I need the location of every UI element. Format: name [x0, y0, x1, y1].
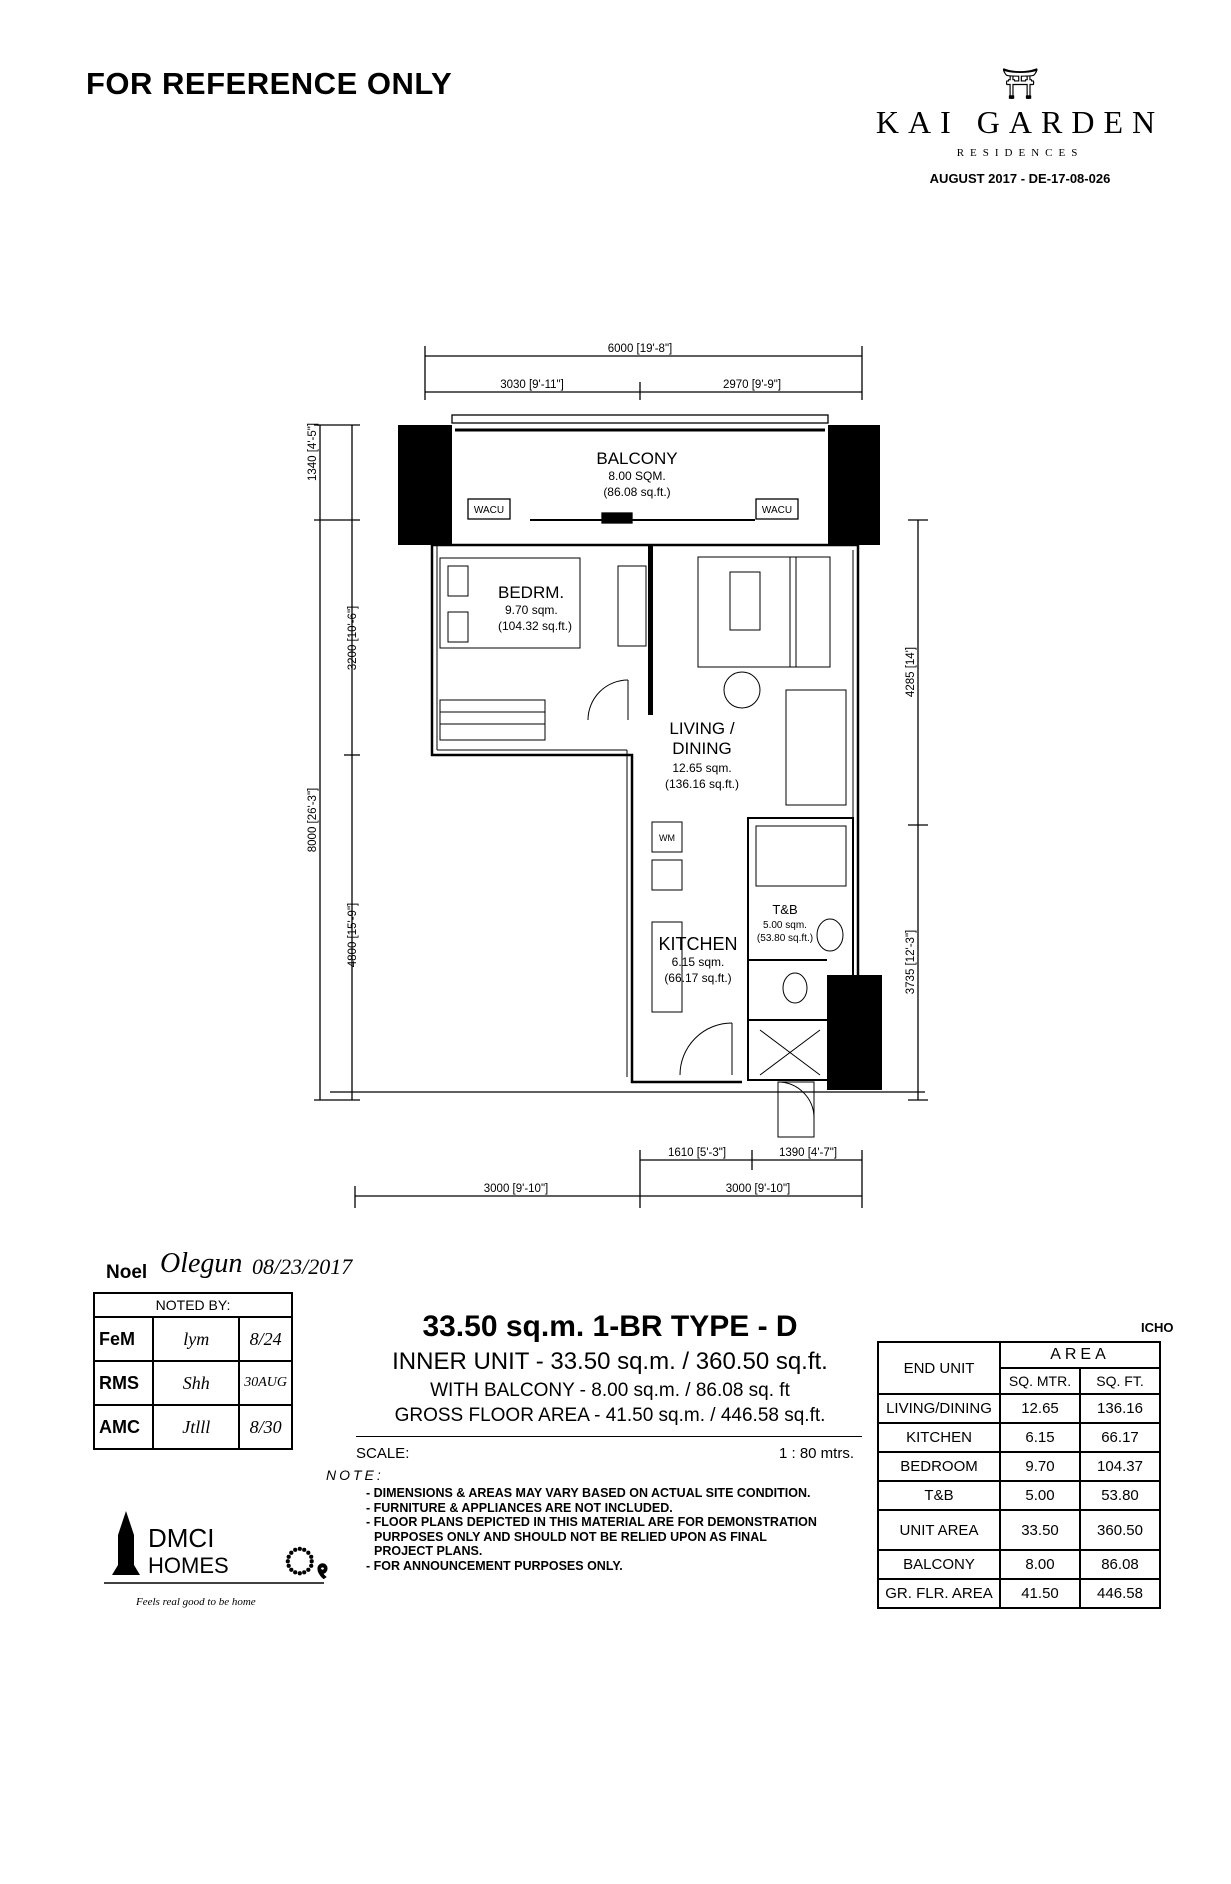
wacu-right-label: WACU	[761, 505, 793, 516]
row-sqft: 53.80	[1080, 1481, 1160, 1510]
table-row	[878, 1550, 1160, 1579]
brand-name: KAI GARDEN	[875, 104, 1165, 140]
tower-icon	[112, 1511, 140, 1575]
table-row	[878, 1452, 1160, 1481]
area-header: AREA	[1000, 1342, 1160, 1368]
room-living-name1: LIVING /	[669, 719, 735, 738]
approver-date: 30AUG	[239, 1361, 292, 1405]
approver-label: AMC	[94, 1405, 153, 1449]
row-label: GR. FLR. AREA	[878, 1579, 1000, 1608]
logo-mark-icon: ꩻ	[284, 1527, 330, 1585]
dim-top-overall: 6000 [19'-8"]	[607, 343, 673, 355]
room-kitchen-name: KITCHEN	[658, 934, 738, 954]
row-sqm: 6.15	[1000, 1423, 1080, 1452]
dim-left-overall: 8000 [26'-3"]	[307, 787, 319, 853]
noted-by-label: NOTED BY:	[94, 1293, 292, 1317]
row-label: LIVING/DINING	[878, 1394, 1000, 1423]
row-label: UNIT AREA	[878, 1510, 1000, 1550]
room-tb-name: T&B	[772, 902, 798, 917]
approver-label: RMS	[94, 1361, 153, 1405]
room-living-sqm: 12.65 sqm.	[672, 761, 732, 775]
wm-label: WM	[659, 833, 675, 843]
dim-top-left: 3030 [9'-11"]	[500, 379, 564, 391]
table-row	[878, 1579, 1160, 1608]
room-balcony-sqm: 8.00 SQM.	[608, 469, 666, 483]
scale-label: SCALE:	[356, 1445, 410, 1462]
logo-tagline: Feels real good to be home	[136, 1596, 256, 1608]
logo-name1: DMCI	[148, 1523, 215, 1553]
end-unit-label: END UNIT	[878, 1342, 1000, 1394]
note-item: - FLOOR PLANS DEPICTED IN THIS MATERIAL ARE FOR DEMONSTRATION	[366, 1515, 817, 1529]
note-item: - DIMENSIONS & AREAS MAY VARY BASED ON ACTUAL SITE CONDITION.	[366, 1486, 811, 1500]
torii-icon: ⛩	[1000, 68, 1040, 101]
row-sqm: 33.50	[1000, 1510, 1080, 1550]
row-sqm: 41.50	[1000, 1579, 1080, 1608]
area-table	[877, 1341, 1161, 1609]
approver-signature: Jtlll	[153, 1405, 239, 1449]
noel-signature: Olegun	[160, 1248, 243, 1279]
row-label: BALCONY	[878, 1550, 1000, 1579]
unit-title-block	[360, 1310, 860, 1427]
room-bedroom-sqft: (104.32 sq.ft.)	[498, 619, 573, 633]
scale-row	[356, 1436, 862, 1462]
dim-left-bedroom: 3200 [10'-6"]	[347, 605, 359, 671]
noel-date: 08/23/2017	[252, 1254, 353, 1279]
note-item: PURPOSES ONLY AND SHOULD NOT BE RELIED UPON AS FINAL	[374, 1529, 767, 1544]
notes-list	[366, 1486, 866, 1573]
dmci-logo	[104, 1505, 334, 1608]
date-code: AUGUST 2017 - DE-17-08-026	[929, 171, 1111, 186]
approver-signature: Shh	[153, 1361, 239, 1405]
note-item: PROJECT PLANS.	[374, 1544, 483, 1558]
wacu-left-label: WACU	[473, 505, 505, 516]
logo-name2: HOMES	[148, 1553, 229, 1578]
logo-graphic	[104, 1505, 334, 1595]
row-sqft: 104.37	[1080, 1452, 1160, 1481]
table-row	[878, 1481, 1160, 1510]
noel-label: Noel	[106, 1262, 148, 1283]
room-kitchen-sqm: 6.15 sqm.	[671, 955, 725, 969]
room-tb-sqm: 5.00 sqm.	[763, 920, 807, 931]
row-sqft: 66.17	[1080, 1423, 1160, 1452]
row-sqm: 8.00	[1000, 1550, 1080, 1579]
room-tb-sqft: (53.80 sq.ft.)	[756, 933, 814, 944]
room-kitchen-sqft: (66.17 sq.ft.)	[664, 971, 732, 985]
room-bedroom-name: BEDRM.	[498, 583, 565, 602]
row-sqft: 446.58	[1080, 1579, 1160, 1608]
room-living-sqft: (136.16 sq.ft.)	[664, 777, 740, 791]
room-balcony-name: BALCONY	[596, 449, 678, 468]
dim-bottom-right: 3000 [9'-10"]	[725, 1183, 791, 1195]
row-sqft: 136.16	[1080, 1394, 1160, 1423]
approver-label: FeM	[94, 1317, 153, 1361]
table-row	[94, 1317, 292, 1361]
dim-right-upper: 4285 [14']	[905, 646, 917, 698]
dim-right-lower: 3735 [12'-3"]	[905, 929, 917, 995]
row-label: T&B	[878, 1481, 1000, 1510]
row-label: KITCHEN	[878, 1423, 1000, 1452]
row-sqm: 5.00	[1000, 1481, 1080, 1510]
col-sqm: SQ. MTR.	[1000, 1368, 1080, 1394]
brand-sub: RESIDENCES	[956, 147, 1084, 159]
unit-title: 33.50 sq.m. 1-BR TYPE - D	[422, 1310, 798, 1343]
table-row	[94, 1361, 292, 1405]
table-row	[878, 1394, 1160, 1423]
approver-date: 8/30	[239, 1405, 292, 1449]
note-item: - FOR ANNOUNCEMENT PURPOSES ONLY.	[366, 1558, 623, 1573]
row-sqm: 9.70	[1000, 1452, 1080, 1481]
approver-date: 8/24	[239, 1317, 292, 1361]
row-sqft: 86.08	[1080, 1550, 1160, 1579]
table-row	[878, 1423, 1160, 1452]
unit-inner: INNER UNIT - 33.50 sq.m. / 360.50 sq.ft.	[392, 1348, 828, 1375]
room-living-name2: DINING	[672, 739, 732, 758]
unit-balcony: WITH BALCONY - 8.00 sq.m. / 86.08 sq. ft	[430, 1380, 790, 1401]
dim-left-balcony: 1340 [4'-5"]	[307, 422, 319, 482]
note-label: NOTE:	[326, 1467, 384, 1483]
dim-bottom-left: 3000 [9'-10"]	[483, 1183, 549, 1195]
dim-left-lower: 4800 [15'-9"]	[347, 902, 359, 968]
row-label: BEDROOM	[878, 1452, 1000, 1481]
note-item: - FURNITURE & APPLIANCES ARE NOT INCLUDED.	[366, 1500, 673, 1515]
dim-bottom-tb: 1390 [4'-7"]	[778, 1147, 838, 1159]
col-sqft: SQ. FT.	[1080, 1368, 1160, 1394]
corner-code: ICHO	[1141, 1320, 1174, 1335]
noted-by-table	[93, 1292, 293, 1450]
scale-value: 1 : 80 mtrs.	[778, 1445, 854, 1462]
table-row	[94, 1405, 292, 1449]
dim-bottom-kitchen: 1610 [5'-3"]	[667, 1147, 727, 1159]
room-balcony-sqft: (86.08 sq.ft.)	[603, 485, 671, 499]
unit-gross: GROSS FLOOR AREA - 41.50 sq.m. / 446.58 sq.ft.	[394, 1405, 826, 1426]
reference-label: FOR REFERENCE ONLY	[86, 66, 453, 101]
dim-top-right: 2970 [9'-9"]	[722, 379, 782, 391]
row-sqft: 360.50	[1080, 1510, 1160, 1550]
room-bedroom-sqm: 9.70 sqm.	[505, 603, 558, 617]
table-row	[878, 1510, 1160, 1550]
row-sqm: 12.65	[1000, 1394, 1080, 1423]
approver-signature: lym	[153, 1317, 239, 1361]
